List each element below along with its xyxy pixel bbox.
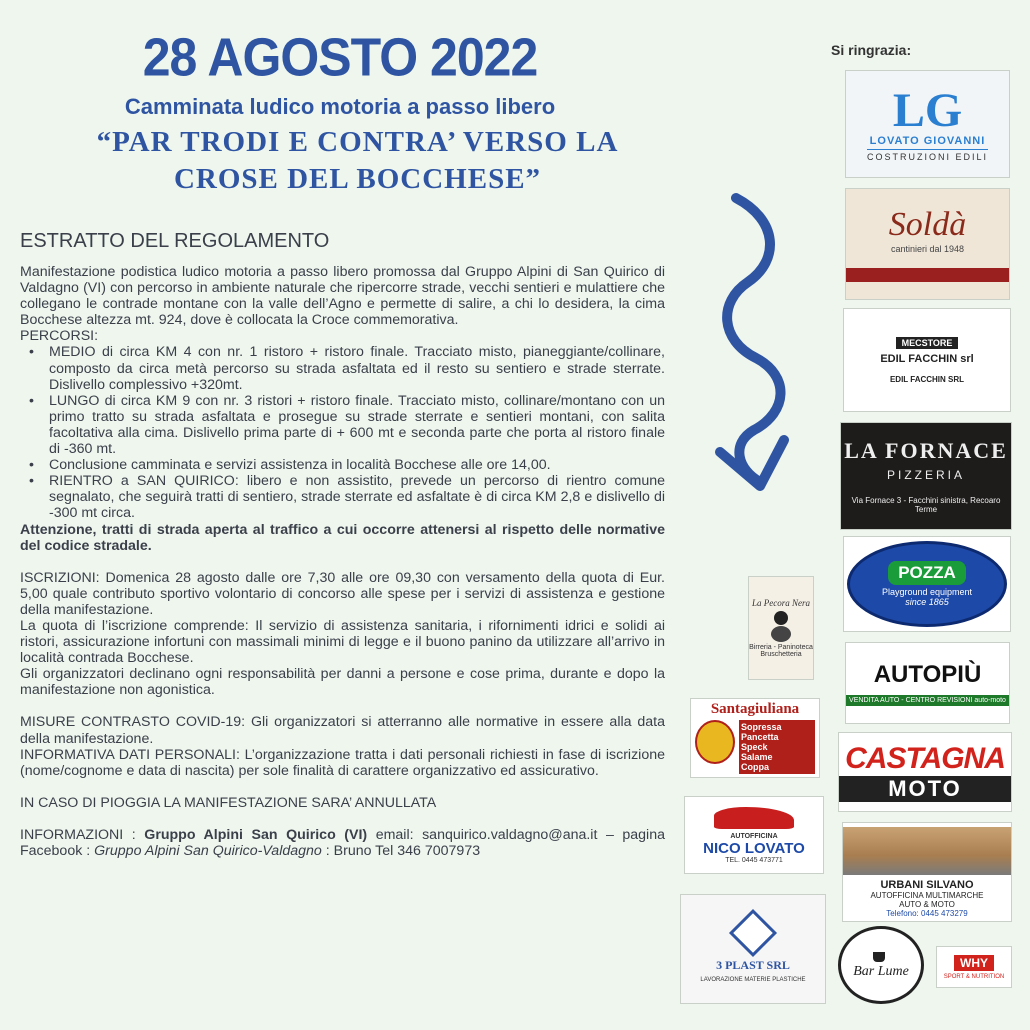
wavy-arrow-icon <box>708 190 808 500</box>
urbani-sub: AUTOFFICINA MULTIMARCHE <box>870 890 984 900</box>
facchin-sub: EDIL FACCHIN SRL <box>889 374 965 384</box>
nico-tel: TEL. 0445 473771 <box>725 856 783 864</box>
coffee-cup-icon <box>871 950 891 964</box>
rain-notice: IN CASO DI PIOGGIA LA MANIFESTAZIONE SARA’ ANNULLATA <box>20 794 437 811</box>
sponsor-logo-castagna-moto <box>838 732 1012 812</box>
sheep-icon <box>766 608 796 644</box>
product-item: Pancetta <box>741 731 779 742</box>
sponsor-logo-lovato-giovanni <box>845 70 1010 178</box>
motto-line-2: CROSE DEL BOCCHESE” <box>173 163 542 195</box>
info-label: INFORMAZIONI : <box>20 826 145 843</box>
event-motto <box>20 124 695 198</box>
plast-name: 3 PLAST SRL <box>716 957 790 972</box>
contact-info <box>20 827 665 859</box>
fornace-name: LA FORNACE <box>844 438 1008 463</box>
info-facebook-page: Gruppo Alpini San Quirico-Valdagno <box>94 843 322 859</box>
fornace-sub: PIZZERIA <box>886 468 965 482</box>
sponsor-logo-autopiu <box>845 642 1010 724</box>
sponsor-logo-solda <box>845 188 1010 300</box>
fornace-address: Via Fornace 3 - Facchini sinistra, Recoaro Terme <box>851 496 1001 514</box>
solda-name: Soldà <box>888 206 967 243</box>
urbani-name: URBANI SILVANO <box>880 878 974 891</box>
sponsor-logo-pozza <box>843 536 1011 632</box>
covid-text: MISURE CONTRASTO COVID-19: Gli organizzatori si atterranno alle normative in essere alla data della manifestazione. <box>20 714 665 747</box>
regulation-title: ESTRATTO DEL REGOLAMENTO <box>20 230 330 252</box>
sponsor-logo-santagiuliana <box>690 698 820 778</box>
garage-photo <box>843 827 1011 875</box>
lovato-monogram: LG <box>892 83 963 137</box>
diamond-icon <box>729 908 777 956</box>
product-item: Speck <box>741 741 768 752</box>
percorsi-label: PERCORSI: <box>20 328 99 345</box>
info-email: email: sanquirico.valdagno@ana.it – pagina Facebook : <box>20 826 665 859</box>
route-item-lungo: • LUNGO di circa KM 9 con nr. 3 ristori + ristoro finale. Tracciato misto, collinare/montano con un primo tratto su strada asfaltata e prosegue su strade sterrate e sentieri montani, con salita facoltativa alla cima. Dislivello prima parte di + 600 mt e seconda parte che porta al ristoro finale di -360 mt. <box>20 393 665 457</box>
castagna-sub: MOTO <box>839 776 1011 802</box>
castagna-name: CASTAGNA <box>845 742 1005 775</box>
route-item-medio: • MEDIO di circa KM 4 con nr. 1 ristoro + ristoro finale. Tracciato misto, pianeggiante/collinare, composto da circa metà percorso su strada asfaltata ed il resto su sentiero e strade sterrate. Dislivello complessivo +320mt. <box>20 344 665 392</box>
iscrizioni-text: ISCRIZIONI: Domenica 28 agosto dalle ore 7,30 alle ore 09,30 con versamento della quota di Eur. 5,00 quale contributo sportivo volontario di concorso alle spese per i servizi di assistenza e gestione della manifestazione. <box>20 569 665 618</box>
sponsor-logo-why-sport <box>936 946 1012 988</box>
lovato-sub: COSTRUZIONI EDILI <box>867 149 988 162</box>
event-subtitle: Camminata ludico motoria a passo libero <box>124 94 556 119</box>
sponsor-logo-urbani-silvano <box>842 822 1012 922</box>
regulation-body <box>20 264 665 859</box>
pecora-sub: Birreria - Paninoteca Bruschetteria <box>749 644 813 658</box>
barlume-name: Bar Lume <box>853 964 909 979</box>
event-date-title: 28 AGOSTO 2022 <box>142 26 538 88</box>
sponsor-logo-3-plast <box>680 894 826 1004</box>
quota-text: La quota di l’iscrizione comprende: Il servizio di assistenza sanitaria, i rifornimenti idrici e solidi ai ristori, assicurazione infortuni con massimali minimi di legge e il buono panino da utilizzare all’arrivo in località contrada Bocchese. <box>20 617 665 667</box>
motto-line-1: “PAR TRODI E CONTRA’ VERSO LA <box>96 126 619 158</box>
urbani-tel: Telefono: 0445 473279 <box>886 908 968 918</box>
autopiu-name: AUTOPIÙ <box>873 660 982 688</box>
plast-sub: LAVORAZIONE MATERIE PLASTICHE <box>700 976 806 983</box>
solda-sub: cantinieri dal 1948 <box>890 244 965 254</box>
info-group: Gruppo Alpini San Quirico (VI) <box>144 826 368 843</box>
facchin-badge: MECSTORE <box>896 337 959 349</box>
pozza-name: POZZA <box>888 561 966 585</box>
route-item-rientro: • RIENTRO a SAN QUIRICO: libero e non assistito, prevede un percorso di rientro comune segnalato, che seguirà tratti di sentiero, strade sterrate ed asfaltate è di circa KM 2,8 e dislivello di -300 mt circa. <box>20 473 665 521</box>
autopiu-strip: VENDITA AUTO - CENTRO REVISIONI auto-moto <box>846 695 1009 706</box>
car-icon <box>714 807 794 829</box>
privacy-text: INFORMATIVA DATI PERSONALI: L’organizzazione tratta i dati personali richiesti in fase di iscrizione (nome/cognome e data di nascita) per sole finalità di carattere organizzativo ed assicurativo. <box>20 746 665 779</box>
santagiuliana-name: Santagiuliana <box>710 700 800 717</box>
sponsors-thanks-label: Si ringrazia: <box>831 42 912 58</box>
pig-icon <box>695 720 735 764</box>
sponsor-logo-nico-lovato <box>684 796 824 874</box>
route-item-conclusione: • Conclusione camminata e servizi assistenza in località Bocchese alle ore 14,00. <box>20 457 665 473</box>
product-item: Coppa <box>741 761 769 772</box>
sponsor-logo-pecora-nera <box>748 576 814 680</box>
regulation-intro: Manifestazione podistica ludico motoria a passo libero promossa dal Gruppo Alpini di San Quirico di Valdagno (VI) con percorso in ambiente naturale che ripercorre strade, vecchi sentieri e mulattiere che collegano le contrade montane con la valle dell’Agno e permette di salire, a chi lo desidera, la cima Bocchese altezza mt. 924, dove è collocata la Croce commemorativa. <box>20 264 665 329</box>
nico-tag: AUTOFFICINA <box>730 832 778 840</box>
product-item: Sopressa <box>741 721 782 732</box>
urbani-sub2: AUTO & MOTO <box>899 899 955 909</box>
pozza-year: since 1865 <box>905 597 949 607</box>
sponsor-logo-edil-facchin <box>843 308 1011 412</box>
organizzatori-text: Gli organizzatori declinano ogni responsabilità per danni a persone e cose prima, durante e dopo la manifestazione non agonistica. <box>20 666 665 699</box>
lovato-name: LOVATO GIOVANNI <box>869 134 986 147</box>
routes-list <box>20 344 665 521</box>
pecora-name: La Pecora Nera <box>752 598 810 608</box>
info-tel: : Bruno Tel 346 7007973 <box>321 843 481 859</box>
facchin-name: EDIL FACCHIN srl <box>880 352 974 365</box>
why-name: WHY <box>954 955 994 971</box>
santagiuliana-products <box>739 720 815 774</box>
pozza-sub: Playground equipment <box>881 587 973 597</box>
why-sub: SPORT & NUTRITION <box>943 973 1005 980</box>
product-item: Salame <box>741 751 773 762</box>
sponsor-logo-bar-lume <box>838 926 924 1004</box>
sponsor-logo-la-fornace <box>840 422 1012 530</box>
traffic-warning: Attenzione, tratti di strada aperta al traffico a cui occorre attenersi al rispetto delle normative del codice stradale. <box>20 521 665 554</box>
nico-name: NICO LOVATO <box>703 839 805 857</box>
